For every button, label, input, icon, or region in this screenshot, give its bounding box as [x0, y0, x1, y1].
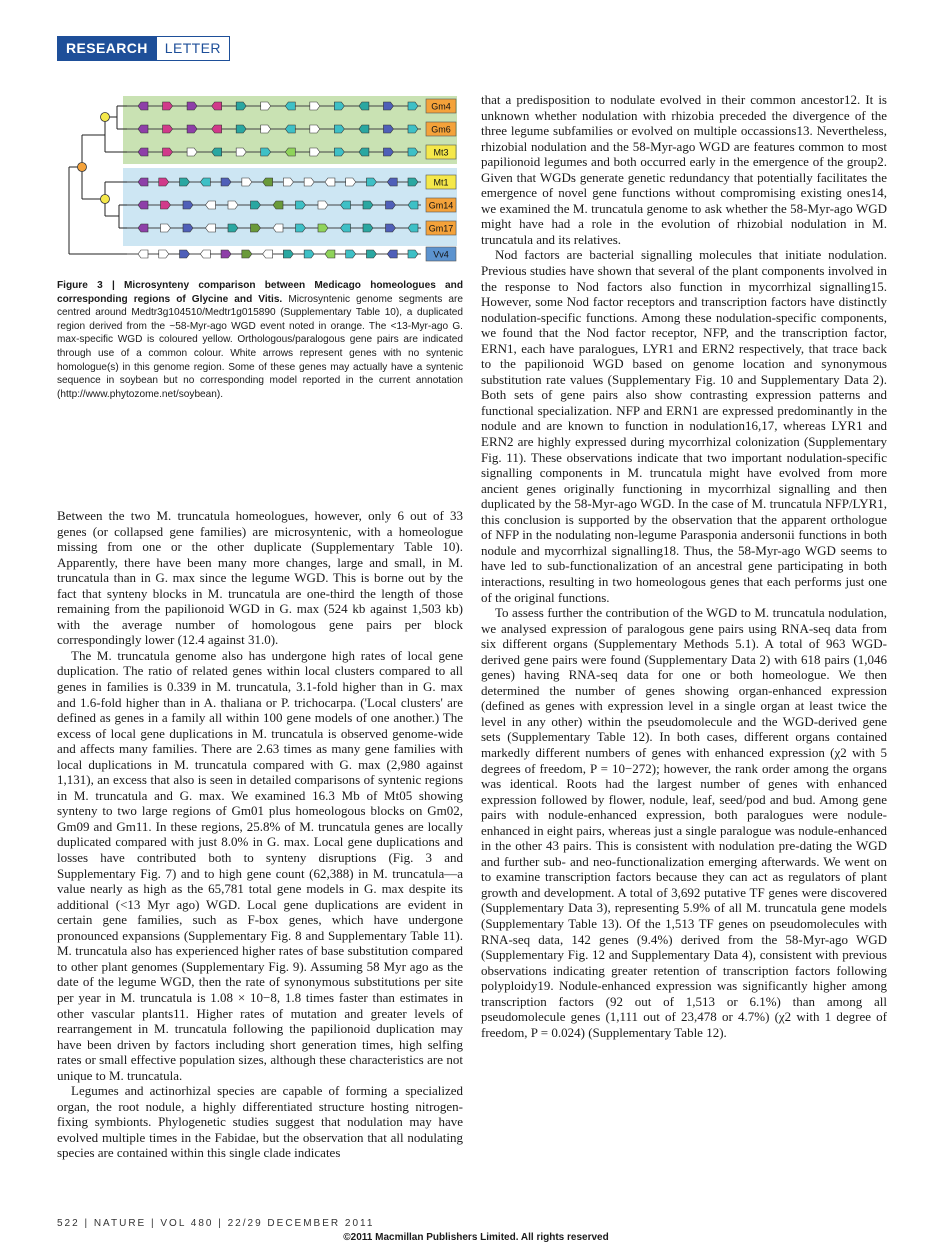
track-label: Vv4	[433, 249, 449, 260]
paragraph: Nod factors are bacterial signalling molecules that initiate nodulation. Previous studies have shown that several of the plant components involved in the response to Nod factors also function in mycorrhizal signalling15. However, some Nod factor receptors and transcription factors have distinctly nodulation-specific functions. Among these nodulation-specific components, we found that the Nod factor receptor, NFP, and the transcription factor, ERN1, each have paralogues, LYR1 and ERN2 respectively, that trace back to the papilionoid WGD based on genome location and synonymous substitution rate values (Supplementary Fig. 10 and Supplementary Data 2). Both sets of gene pairs also show contrasting expression patterns and functional specialization. NFP and ERN1 are expressed predominantly in the nodule and are known to function in nodulation16,17, whereas LYR1 and ERN2 are highly expressed during mycorrhizal colonization (Supplementary Fig. 11). These observations indicate that two important nodulation-specific signalling components in M. truncatula might have evolved from more ancient genes originally functioning in mycorrhizal signalling and then duplicated by the 58-Myr-ago WGD. In the case of M. truncatula NFP/LYR1, this conclusion is supported by the observation that the apparent orthologue of NFP in the nodulating non-legume Parasponia andersonii functions in both nodule and mycorrhizal signalling18. Thus, the 58-Myr-ago WGD seems to have led to sub-functionalization of an ancestral gene participating in both interactions, resulting in two homeologous genes that each performs just one of the original functions.	[481, 247, 887, 605]
gene-arrow	[408, 250, 418, 258]
paragraph: To assess further the contribution of the WGD to M. truncatula nodulation, we analysed expression of paralogous gene pairs using RNA-seq data from six different organs (Supplementary Methods 5.1). A total of 963 WGD-derived gene pairs were found (Supplementary Data 2) with 618 pairs (1,046 genes) having RNA-seq data for one or both homeologue. We then determined the number of genes showing organ-enhanced expression (defined as genes with expression level in a single organ at least twice the level in any other) within the pseudomolecule and the WGD-derived gene sets (Supplementary Table 12). In both cases, different organs contained markedly different numbers of genes with enhanced expression (χ2 with 5 degrees of freedom, P = 10−272); however, the rank order among the organs was identical. Roots had the largest number of genes with enhanced expression followed by flower, nodule, leaf, seed/pod and bud. Among gene pairs with nodule-enhanced expression, both paralogues were nodule-enhanced in eight pairs, whereas just a single paralogue was nodule-enhanced in the other 43 pairs. This is consistent with nodulation pre-dating the WGD and further sub- and neo-functionalization emerging afterwards. We went on to examine transcription factors because they can act as regulators of plant growth and development. A total of 3,692 putative TF genes were discovered (Supplementary Data 3), representing 5.9% of all M. truncatula gene models (Supplementary Table 13). Of the 1,513 TF genes on pseudomolecules with RNA-seq data, 142 genes (9.4%) derived from the 58-Myr-ago WGD (Supplementary Fig. 12 and Supplementary Data 4), consistent with previous observations indicating greater retention of transcription factors following polyploidy19. Nodule-enhanced expression was significantly higher among transcription factors (92 out of 1,513 or 6.1%) than among all pseudomolecule genes (1,111 out of 23,478 or 4.7%) (χ2 with 1 degree of freedom, P = 0.024) (Supplementary Table 12).	[481, 605, 887, 1040]
gene-arrow	[159, 250, 169, 258]
wgd-marker-young	[101, 113, 110, 122]
gene-arrow	[180, 250, 190, 258]
track-label: Mt3	[433, 147, 449, 158]
caption-label: Figure 3 | Microsynteny comparison between Medicago homeologues and corresponding regions of Glycine and Vitis.	[57, 280, 463, 305]
gene-arrow	[325, 250, 335, 258]
synteny-track	[127, 247, 456, 261]
phylogeny-tree	[69, 106, 127, 254]
figure-caption	[57, 279, 463, 401]
gene-arrow	[138, 250, 148, 258]
section-label: RESEARCH	[57, 36, 157, 61]
caption-text: Microsyntenic genome segments are centred around Medtr3g104510/Medtr1g015890 (Supplementary Table 10), a duplicated region derived from the ~58-Myr-ago WGD event noted in orange. The <13-Myr-ago G. max-specific WGD is coloured yellow. Orthologous/paralogous gene pairs are indicated through use of a common colour. White arrows represent genes with no syntenic homologue(s) in this genome region. Some of these genes may actually have a syntenic sequence in soybean but no corresponding model reported in the current annotation (http://www.phytozome.net/soybean).	[57, 293, 463, 400]
page-footer: 522 | NATURE | VOL 480 | 22/29 DECEMBER 2011	[57, 1218, 375, 1229]
gene-arrow	[304, 250, 314, 258]
track-label: Gm17	[428, 223, 454, 234]
paragraph: that a predisposition to nodulate evolved in their common ancestor12. It is unknown whether nodulation with rhizobia preceded the divergence of the three legume subfamilies or evolved on multiple occassions13. Nevertheless, rhizobial nodulation and the 58-Myr-ago WGD are features common to most papilionoid legumes and both occurred early in the emergence of the group2. Given that WGDs generate genetic redundancy that potentially facilitates the emergence of novel gene functions without compromising existing ones14, we examined the M. truncatula genome to ask whether the 58-Myr-ago WGD might have had a role in the evolution of rhizobial nodulation in M. truncatula and its relatives.	[481, 92, 887, 247]
gene-arrow	[283, 250, 293, 258]
paragraph: The M. truncatula genome also has undergone high rates of local gene duplication. The ratio of related genes within local clusters compared to all genes in families is 0.339 in M. truncatula, 3.1-fold higher than in G. max and 1.6-fold higher than in A. thaliana or P. trichocarpa. ('Local clusters' are defined as genes in a family all within 100 gene models of one another.) The excess of local gene duplications in M. truncatula is observed genome-wide and affects many families. There are 2.63 times as many gene families with local duplications in M. truncatula compared with G. max (2,980 against 1,131), an excess that also is seen in detailed comparisons of syntenic regions in M. truncatula and G. max. We examined 16.3 Mb of Mt05 showing synteny to two large regions of Gm01 plus homeologous blocks on Gm02, Gm09 and Gm11. In these regions, 25.8% of M. truncatula genes are locally duplicated compared with just 8.0% in G. max. Local gene duplications and losses have contributed both to synteny disruptions (Fig. 3 and Supplementary Fig. 7) and to high gene count (62,388) in M. truncatula—a value nearly as high as the 65,781 total gene models in G. max despite its additional (<13 Myr ago) WGD. Local gene duplications are evident in certain gene families, such as F-box genes, which have undergone pronounced expansions (Supplementary Fig. 8 and Supplementary Table 11). M. truncatula also has experienced higher rates of base substitution compared to other plant genomes (Supplementary Fig. 9). Assuming 58 Myr ago as the date of the legume WGD, then the rate of synonymous substitutions per site per year in M. truncatula is 1.08 × 10−8, 1.8 times faster than estimates in other vascular plants11. Higher rates of mutation and greater levels of rearrangement in M. truncatula following the papilionoid duplication may have been driven by factors including short generation times, high selfing rates or small effective population sizes, although these characteristics are not unique to M. truncatula.	[57, 647, 463, 1083]
gene-arrow	[242, 250, 252, 258]
article-type-label: LETTER	[157, 36, 230, 61]
gene-arrow	[200, 250, 210, 258]
track-label: Mt1	[433, 177, 449, 188]
gene-arrow	[387, 250, 397, 258]
wgd-marker-old	[78, 163, 87, 172]
track-label: Gm4	[431, 101, 451, 112]
gene-arrow	[221, 250, 231, 258]
copyright-notice: ©2011 Macmillan Publishers Limited. All rights reserved	[343, 1232, 609, 1243]
gene-arrow	[263, 250, 273, 258]
track-label: Gm14	[428, 200, 454, 211]
journal-section-header	[57, 36, 230, 61]
gene-arrow	[366, 250, 376, 258]
right-column	[481, 92, 887, 1040]
wgd-marker-young	[101, 195, 110, 204]
paragraph: Between the two M. truncatula homeologues, however, only 6 out of 33 genes (or collapsed gene families) are microsyntenic, with a homeologue missing from one or the other duplicate (Supplementary Table 10). Apparently, there have been many more changes, large and small, in M. truncatula than in G. max since the legume WGD. This is borne out by the fact that synteny blocks in M. truncatula are one-third the length of those remaining from the papilionoid WGD in G. max (524 kb against 1,503 kb) with the average number of homologous gene pairs per block correspondingly lower (12.4 against 31.0).	[57, 508, 463, 648]
paragraph: Legumes and actinorhizal species are capable of forming a specialized organ, the root nodule, a highly differentiated structure hosting nitrogen-fixing symbionts. Phylogenetic studies suggest that nodulation may have evolved multiple times in the Fabidae, but the observation that all nodulating species are contained within this single clade indicates	[57, 1083, 463, 1161]
track-label: Gm6	[431, 124, 451, 135]
gene-arrow	[346, 250, 356, 258]
microsynteny-figure	[57, 92, 463, 264]
left-column	[57, 508, 463, 1161]
